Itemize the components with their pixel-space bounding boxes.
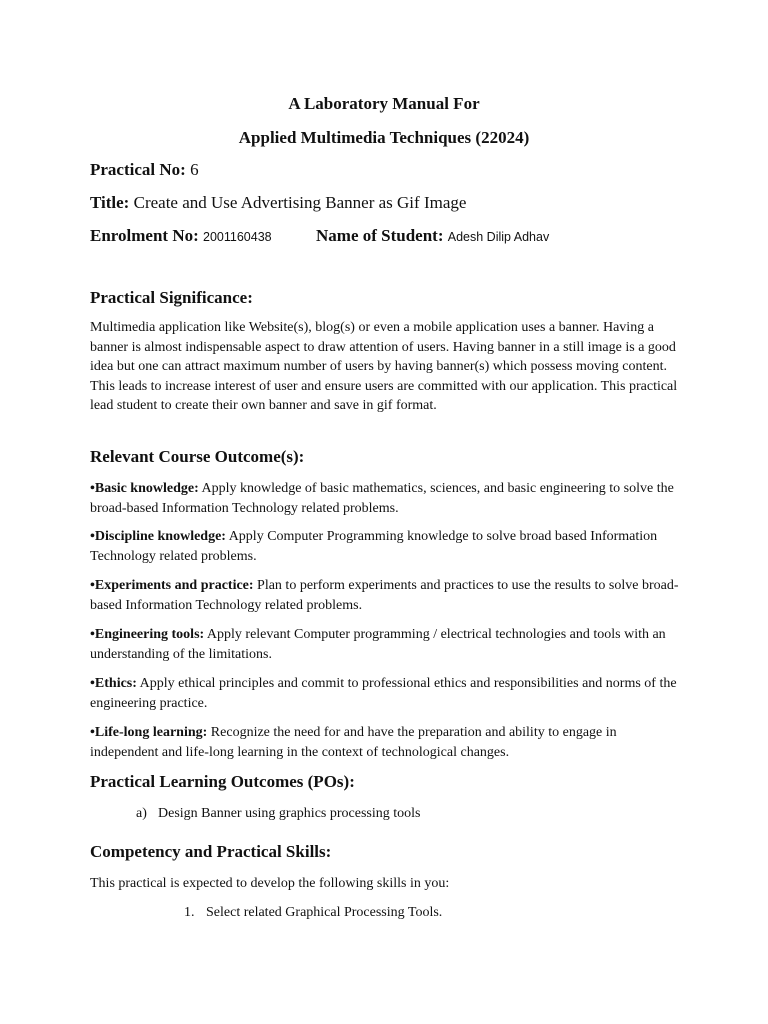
enrolment-field: [90, 226, 272, 247]
practical-title-field: [90, 193, 466, 213]
outcome-text: Apply knowledge of basic mathematics, sciences, and basic engineering to solve the broad-based Information Technology related problems.: [90, 481, 674, 516]
significance-heading: Practical Significance:: [90, 288, 253, 307]
outcome-term: •Experiments and practice:: [90, 578, 254, 593]
student-name-label: Name of Student:: [316, 226, 444, 245]
course-title: Applied Multimedia Techniques (22024): [238, 128, 530, 147]
outcome-text: Plan to perform experiments and practices to use the results to solve broad-based Information Technology related problems.: [90, 578, 679, 613]
student-name-value: Adesh Dilip Adhav: [447, 230, 550, 244]
learning-outcome-text: Design Banner using graphics processing tools: [158, 806, 421, 821]
course-outcomes-heading: Relevant Course Outcome(s):: [90, 447, 305, 466]
outcome-item: [90, 723, 680, 762]
practical-number-value: 6: [190, 160, 199, 179]
practical-title-value: Create and Use Advertising Banner as Gif Image: [133, 193, 467, 212]
significance-paragraph: Multimedia application like Website(s), blog(s) or even a mobile application uses a banner. Having a banner is almost indispensable aspect to draw attention of users. Having banner in a still image is a good idea but one can attract maximum number of users by having banner(s) which possess moving content. This leads to increase interest of user and ensure users are committed with our application. This practical lead student to create their own banner and save in gif format.: [90, 320, 678, 413]
outcome-term: •Discipline knowledge:: [90, 529, 226, 544]
practical-number-field: [90, 160, 199, 180]
learning-outcome-item: [136, 804, 420, 824]
outcome-term: •Ethics:: [90, 676, 137, 691]
list-marker: 1.: [184, 905, 195, 920]
practical-number-label: Practical No:: [90, 160, 186, 179]
learning-outcomes-heading: Practical Learning Outcomes (POs):: [90, 772, 355, 791]
list-marker: a): [136, 806, 147, 821]
competency-heading: Competency and Practical Skills:: [90, 842, 332, 861]
student-name-field: [316, 226, 549, 247]
outcome-text: Apply ethical principles and commit to professional ethics and responsibilities and norms of the engineering practice.: [90, 676, 677, 711]
outcome-item: [90, 576, 680, 615]
outcome-text: Recognize the need for and have the preparation and ability to engage in independent and life-long learning in the context of technological changes.: [90, 725, 617, 760]
enrolment-value: 2001160438: [203, 230, 272, 244]
outcome-item: [90, 674, 680, 713]
manual-title: A Laboratory Manual For: [288, 94, 480, 113]
competency-skill-item: [184, 903, 442, 923]
outcome-item: [90, 625, 680, 664]
outcome-term: •Engineering tools:: [90, 627, 205, 642]
competency-skill-text: Select related Graphical Processing Tools.: [206, 905, 443, 920]
outcome-text: Apply Computer Programming knowledge to solve broad based Information Technology related problems.: [90, 529, 658, 564]
outcome-term: •Basic knowledge:: [90, 481, 199, 496]
outcome-item: [90, 527, 680, 566]
competency-intro: This practical is expected to develop the following skills in you:: [90, 876, 450, 891]
outcome-term: •Life-long learning:: [90, 725, 208, 740]
outcome-text: Apply relevant Computer programming / electrical technologies and tools with an understanding of the limitations.: [90, 627, 666, 662]
practical-title-label: Title:: [90, 193, 130, 212]
enrolment-label: Enrolment No:: [90, 226, 199, 245]
outcome-item: [90, 479, 680, 518]
